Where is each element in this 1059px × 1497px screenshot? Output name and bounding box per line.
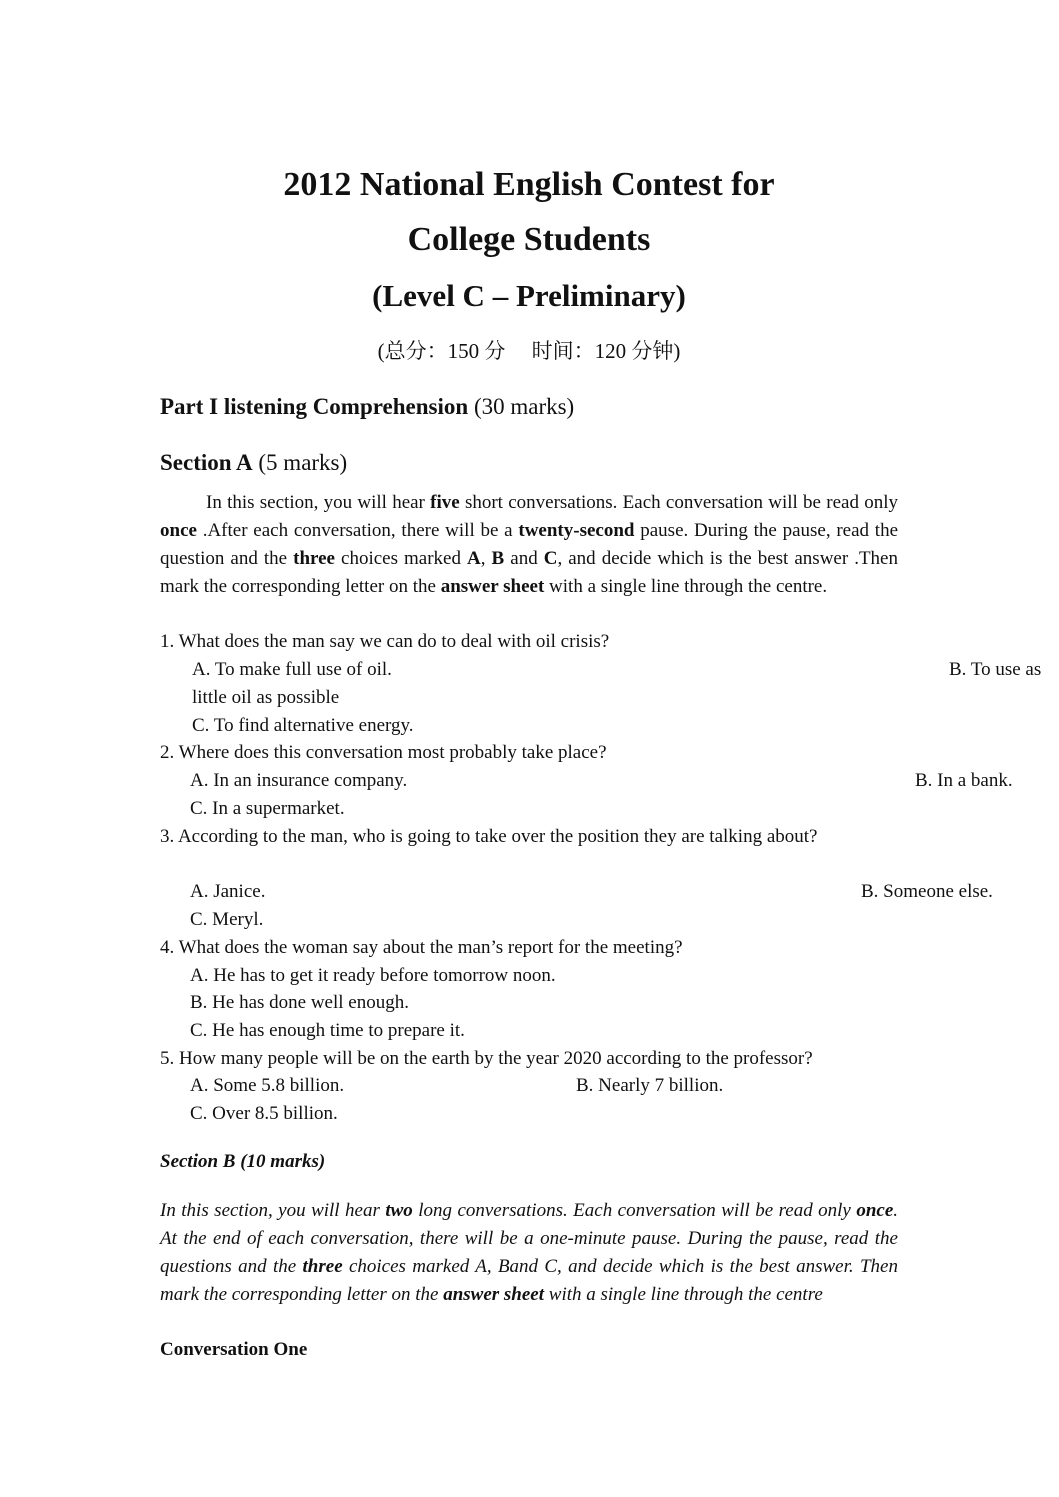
document-title-line2: College Students xyxy=(407,221,651,258)
emphasis-text: three xyxy=(293,548,335,569)
part1-heading xyxy=(160,390,574,424)
section-a-title: Section A xyxy=(160,450,253,475)
emphasis-text: B xyxy=(491,548,505,569)
question-4-option-b: B. He has done well enough. xyxy=(190,992,409,1013)
part1-marks: (30 marks) xyxy=(468,394,575,419)
emphasis-text: five xyxy=(430,492,460,513)
question-5-option-a: A. Some 5.8 billion. xyxy=(190,1075,345,1096)
instruction-text: long conversations. Each conversation will be read only xyxy=(412,1200,857,1221)
emphasis-text: three xyxy=(302,1256,343,1277)
emphasis-text: once xyxy=(160,520,197,541)
instruction-text: . At the end of each conversation, there will be a one-minute pause. During the pause, read the questions and the xyxy=(160,1200,899,1277)
question-3-option-c: C. Meryl. xyxy=(190,909,264,930)
instruction-text: In this section, you will hear xyxy=(160,1200,386,1221)
instruction-text: pause. During the pause, read the question and the xyxy=(160,520,898,569)
question-3-option-a: A. Janice. xyxy=(190,881,266,902)
question-3-option-b: B. Someone else. xyxy=(861,881,993,902)
question-4-option-a: A. He has to get it ready before tomorrow noon. xyxy=(190,965,556,986)
instruction-text: choices marked xyxy=(334,548,468,569)
conversation-one-heading: Conversation One xyxy=(160,1339,308,1360)
instruction-text: short conversations. Each conversation will be read only xyxy=(459,492,898,513)
question-2-option-c: C. In a supermarket. xyxy=(190,798,345,819)
question-1-option-b: B. To use as xyxy=(949,659,1042,680)
emphasis-text: answer sheet xyxy=(443,1284,545,1305)
question-1-option-c: C. To find alternative energy. xyxy=(192,715,414,736)
instruction-text: choices marked A, Band C, and decide which is the best answer. Then mark the corresponding letter on the xyxy=(160,1256,898,1305)
instruction-text: .After each conversation, there will be a xyxy=(196,520,519,541)
question-3-stem: 3. According to the man, who is going to take over the position they are talking about? xyxy=(160,826,818,847)
question-2-stem: 2. Where does this conversation most probably take place? xyxy=(160,742,607,763)
question-1-option-b-continued: little oil as possible xyxy=(192,687,340,708)
instruction-text: , and decide which is the best answer .Then mark the corresponding letter on the xyxy=(160,548,898,597)
instruction-text: , xyxy=(480,548,492,569)
question-5-stem: 5. How many people will be on the earth by the year 2020 according to the professor? xyxy=(160,1048,813,1069)
section-b-instructions xyxy=(160,1197,898,1309)
question-4-stem: 4. What does the woman say about the man’s report for the meeting? xyxy=(160,937,683,958)
section-b-heading: Section B (10 marks) xyxy=(160,1151,326,1172)
section-a-instructions xyxy=(160,489,898,601)
question-4-option-c: C. He has enough time to prepare it. xyxy=(190,1020,465,1041)
emphasis-text: once xyxy=(856,1200,894,1221)
question-5-option-b: B. Nearly 7 billion. xyxy=(576,1075,724,1096)
instruction-text: with a single line through the centre. xyxy=(544,576,828,597)
question-5-option-c: C. Over 8.5 billion. xyxy=(190,1103,338,1124)
section-a-marks: (5 marks) xyxy=(252,450,348,475)
instruction-text: with a single line through the centre xyxy=(544,1284,823,1305)
instruction-text: and xyxy=(504,548,544,569)
emphasis-text: two xyxy=(385,1200,413,1221)
document-title-line1: 2012 National English Contest for xyxy=(283,166,775,203)
emphasis-text: C xyxy=(543,548,558,569)
emphasis-text: twenty-second xyxy=(518,520,635,541)
emphasis-text: answer sheet xyxy=(440,576,545,597)
question-2-option-b: B. In a bank. xyxy=(915,770,1013,791)
document-level: (Level C – Preliminary) xyxy=(372,278,686,313)
document-meta: (总分：150 分 时间：120 分钟) xyxy=(377,339,681,363)
question-1-option-a: A. To make full use of oil. xyxy=(192,659,392,680)
question-2-option-a: A. In an insurance company. xyxy=(190,770,408,791)
part1-title: Part I listening Comprehension xyxy=(160,394,469,419)
instruction-text: In this section, you will hear xyxy=(206,492,431,513)
question-1-stem: 1. What does the man say we can do to deal with oil crisis? xyxy=(160,631,610,652)
section-a-heading xyxy=(160,446,347,480)
emphasis-text: A xyxy=(467,548,481,569)
